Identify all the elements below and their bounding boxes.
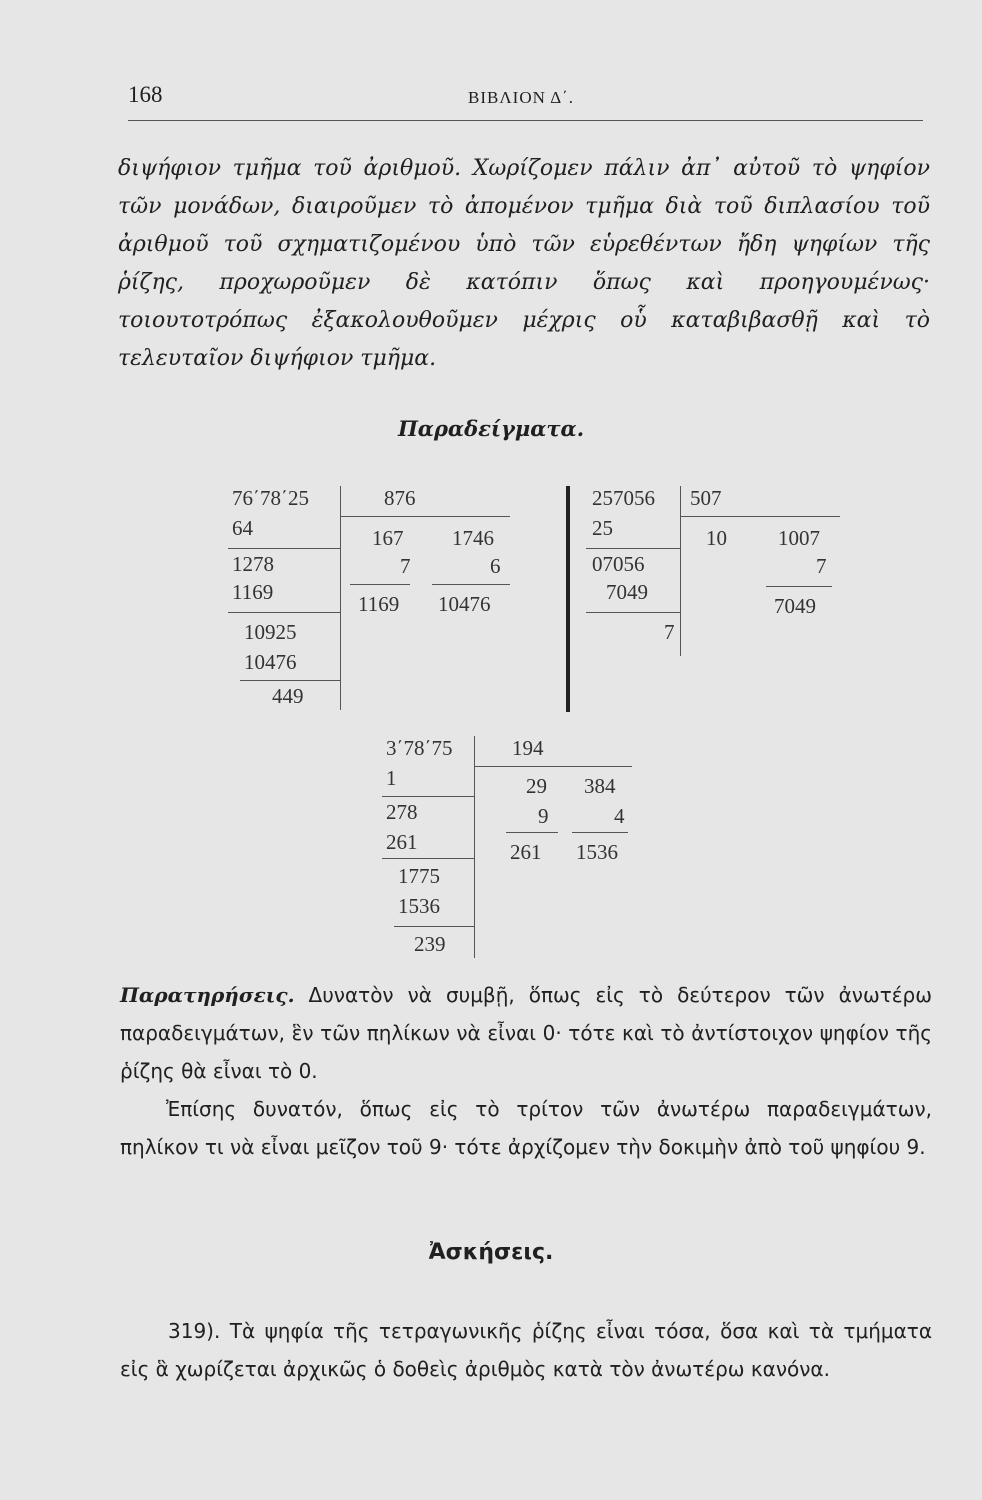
ex3-aux: 4	[614, 804, 625, 828]
ex3-aux: 1536	[576, 840, 618, 864]
ex1-step: 64	[232, 516, 253, 540]
ex3-step: 1	[386, 766, 397, 790]
ex1-divider	[340, 486, 341, 710]
ex2-aux-rule	[766, 586, 832, 587]
ex1-step: 10476	[244, 650, 297, 674]
ex1-aux: 6	[490, 554, 501, 578]
exercise-319	[120, 1312, 932, 1388]
ex3-step: 261	[386, 830, 418, 854]
also-paragraph: Ἐπίσης δυνατόν, ὅπως εἰς τὸ τρίτον τῶν ἀνωτέρω παραδειγμάτων, πηλίκον τι νὰ εἶναι μεῖζον τοῦ 9· τότε ἀρχίζομεν τὴν δοκιμὴν ἀπὸ τοῦ ψηφίου 9.	[120, 1097, 932, 1159]
ex1-rule	[228, 612, 340, 613]
ex1-remainder: 449	[272, 684, 304, 708]
ex3-rule	[382, 796, 474, 797]
ex2-aux: 1007	[778, 526, 820, 550]
ex1-aux: 1169	[358, 592, 400, 616]
ex1-aux: 7	[400, 554, 411, 578]
ex2-aux: 7049	[774, 594, 816, 618]
running-title: ΒΙΒΛΙΟΝ Δ΄.	[468, 88, 575, 107]
ex3-aux: 29	[526, 774, 547, 798]
ex3-radicand: 3΄78΄75	[386, 736, 453, 760]
ex2-step: 25	[592, 516, 613, 540]
page-header	[128, 82, 928, 122]
ex3-step: 1536	[398, 894, 440, 918]
ex3-step: 278	[386, 800, 418, 824]
ex2-step: 07056	[592, 552, 645, 576]
observations-text: Δυνατὸν νὰ συμβῇ, ὅπως εἰς τὸ δεύτερον τῶν ἀνωτέρω παραδειγμάτων, ἓν τῶν πηλίκων νὰ εἶναι 0· τότε καὶ τὸ ἀντίστοιχον ψηφίον τῆς ῥίζης θὰ εἶναι τὸ 0.	[120, 983, 932, 1083]
exercises-heading: Ἀσκήσεις.	[428, 1240, 554, 1265]
ex3-aux-rule	[572, 832, 628, 833]
ex1-aux: 167	[372, 526, 404, 550]
ex2-rule	[586, 548, 680, 549]
ex3-divider	[474, 736, 475, 958]
ex3-aux: 261	[510, 840, 542, 864]
ex2-radicand: 257056	[592, 486, 655, 510]
ex1-step: 1278	[232, 552, 274, 576]
exercise-number: 319).	[168, 1319, 221, 1343]
observations-paragraph	[120, 976, 932, 1090]
ex1-rule	[240, 680, 340, 681]
ex1-step: 1169	[232, 580, 274, 604]
ex3-rule	[382, 858, 474, 859]
ex1-aux-rule	[432, 584, 510, 585]
ex1-root-rule	[340, 516, 510, 517]
intro-paragraph: διψήφιον τμῆμα τοῦ ἀριθμοῦ. Χωρίζομεν πάλιν ἀπ᾽ αὐτοῦ τὸ ψηφίον τῶν μονάδων, διαιροῦμεν τὸ ἀπομένον τμῆμα διὰ τοῦ διπλασίου τοῦ ἀριθμοῦ τοῦ σχηματιζομένου ὑπὸ τῶν εὑρεθέντων ἤδη ψηφίων τῆς ῥίζης, προχωροῦμεν δὲ κατόπιν ὅπως καὶ προηγουμένως· τοιουτοτρόπως ἐξακολουθοῦμεν μέχρις οὗ καταβιβασθῇ καὶ τὸ τελευταῖον διψήφιον τμῆμα.	[118, 156, 930, 371]
ex3-remainder: 239	[414, 932, 446, 956]
exercise-text: Τὰ ψηφία τῆς τετραγωνικῆς ῥίζης εἶναι τόσα, ὅσα καὶ τὰ τμήματα εἰς ἃ χωρίζεται ἀρχικῶς ὁ δοθεὶς ἀριθμὸς κατὰ τὸν ἀνωτέρω κανόνα.	[120, 1319, 933, 1381]
observations-label: Παρατηρήσεις.	[120, 983, 295, 1007]
ex2-separator	[566, 486, 570, 712]
ex3-step: 1775	[398, 864, 440, 888]
ex3-aux-rule	[506, 832, 558, 833]
ex1-aux-rule	[350, 584, 410, 585]
ex2-aux: 7	[816, 554, 827, 578]
ex2-rule	[586, 612, 680, 613]
ex2-aux: 10	[706, 526, 727, 550]
ex2-root-rule	[680, 516, 840, 517]
ex1-root: 876	[384, 486, 416, 510]
ex1-aux: 10476	[438, 592, 491, 616]
ex2-step: 7049	[606, 580, 648, 604]
ex2-divider	[680, 486, 681, 656]
ex3-aux: 9	[538, 804, 549, 828]
ex3-root: 194	[512, 736, 544, 760]
examples-heading: Παραδείγματα.	[397, 416, 585, 441]
page-number: 168	[128, 82, 163, 107]
header-rule	[128, 120, 923, 121]
ex1-aux: 1746	[452, 526, 494, 550]
ex2-root: 507	[690, 486, 722, 510]
ex3-root-rule	[474, 766, 632, 767]
ex1-radicand: 76΄78΄25	[232, 486, 309, 510]
ex3-aux: 384	[584, 774, 616, 798]
ex3-rule	[394, 926, 474, 927]
ex1-rule	[228, 548, 340, 549]
ex1-step: 10925	[244, 620, 297, 644]
ex2-remainder: 7	[664, 620, 675, 644]
